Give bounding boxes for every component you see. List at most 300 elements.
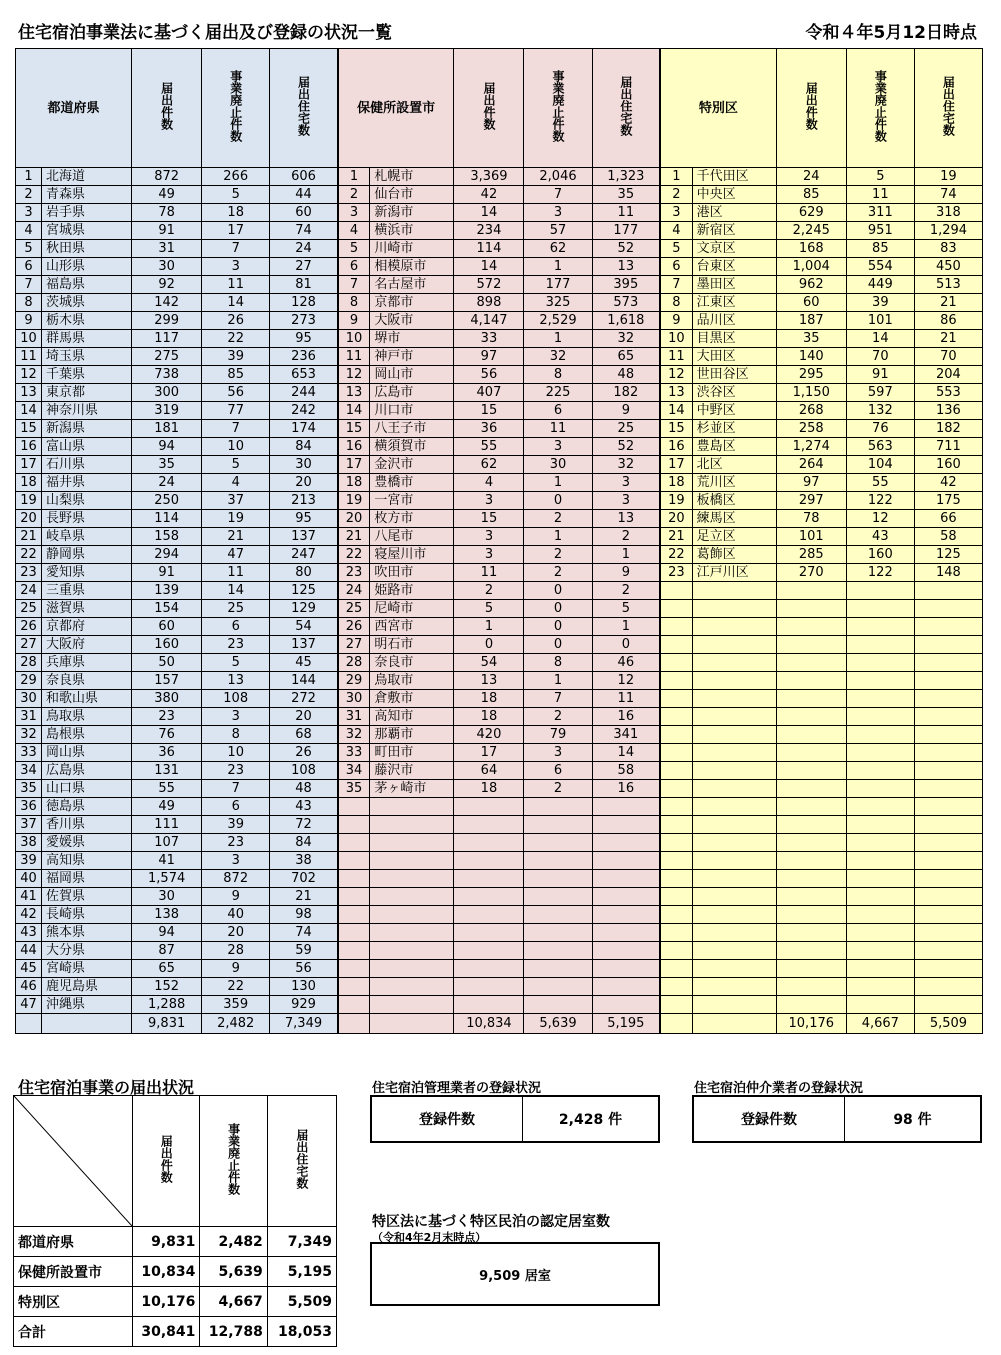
pref-name: 長野県 [42,510,132,528]
pref-closed: 10 [202,438,270,456]
city-name: 倉敷市 [370,690,454,708]
ward-houses: 66 [914,510,982,528]
city-name: 京都市 [370,294,454,312]
pref-name: 神奈川県 [42,402,132,420]
pref-count: 275 [132,348,202,366]
city-index: 1 [338,168,370,186]
city-closed: 32 [524,348,592,366]
ward-empty-cell [692,582,776,600]
ward-name: 北区 [692,456,776,474]
ward-name: 世田谷区 [692,366,776,384]
pref-count: 114 [132,510,202,528]
ward-empty-cell [776,816,846,834]
city-empty-cell [338,798,370,816]
ward-houses: 136 [914,402,982,420]
ward-empty-cell [914,852,982,870]
pref-index: 13 [16,384,42,402]
ward-count: 140 [776,348,846,366]
pref-index: 39 [16,852,42,870]
pref-index: 47 [16,996,42,1014]
pref-closed: 18 [202,204,270,222]
ward-empty-cell [660,942,692,960]
ward-name: 江東区 [692,294,776,312]
pref-houses: 60 [270,204,338,222]
city-name: 八尾市 [370,528,454,546]
table-row [16,600,983,618]
ward-empty-cell [914,780,982,798]
ward-empty-cell [776,726,846,744]
pref-name: 大分県 [42,942,132,960]
pref-houses: 236 [270,348,338,366]
city-empty-cell [454,834,524,852]
ward-index: 23 [660,564,692,582]
city-empty-cell [592,888,660,906]
city-empty-cell [592,816,660,834]
table-row [16,168,983,186]
pref-count: 24 [132,474,202,492]
pref-houses: 80 [270,564,338,582]
city-empty-cell [338,942,370,960]
pref-houses: 272 [270,690,338,708]
pref-closed: 7 [202,420,270,438]
pref-index: 15 [16,420,42,438]
table-row [16,510,983,528]
summary-header-closed: 事業廃止件数 [226,1123,241,1195]
ward-empty-cell [660,690,692,708]
ward-empty-cell [692,834,776,852]
city-empty-cell [524,888,592,906]
city-empty-cell [524,906,592,924]
city-count: 234 [454,222,524,240]
pref-houses: 74 [270,924,338,942]
pref-count: 49 [132,186,202,204]
pref-count: 94 [132,438,202,456]
city-houses: 25 [592,420,660,438]
pref-index: 27 [16,636,42,654]
ward-houses: 318 [914,204,982,222]
city-houses: 182 [592,384,660,402]
city-index: 27 [338,636,370,654]
ward-empty-cell [660,744,692,762]
pref-closed: 22 [202,330,270,348]
city-houses: 13 [592,510,660,528]
ward-empty-cell [692,906,776,924]
pref-houses: 95 [270,510,338,528]
city-count: 15 [454,510,524,528]
ward-empty-cell [692,924,776,942]
ward-houses: 160 [914,456,982,474]
pref-index: 16 [16,438,42,456]
manager-value: 2,428 件 [558,1112,623,1128]
pref-index: 6 [16,258,42,276]
city-count: 3,369 [454,168,524,186]
city-closed: 2 [524,546,592,564]
city-index: 7 [338,276,370,294]
table-row [16,420,983,438]
city-empty-cell [524,834,592,852]
pref-name: 埼玉県 [42,348,132,366]
pref-count: 181 [132,420,202,438]
city-closed: 0 [524,600,592,618]
city-closed: 11 [524,420,592,438]
city-empty-cell [370,924,454,942]
city-closed: 1 [524,330,592,348]
pref-closed: 3 [202,708,270,726]
ward-empty-cell [776,960,846,978]
pref-count: 294 [132,546,202,564]
header-ward-closed: 事業廃止件数 [873,70,888,142]
pref-count: 50 [132,654,202,672]
pref-closed: 23 [202,762,270,780]
ward-houses: 148 [914,564,982,582]
summary-row-label: 都道府県 [14,1227,133,1257]
header-city-houses: 届出住宅数 [618,76,633,136]
ward-closed: 311 [846,204,914,222]
ward-name: 葛飾区 [692,546,776,564]
table-row [16,852,983,870]
pref-closed: 872 [202,870,270,888]
city-empty-cell [454,924,524,942]
ward-empty-cell [692,762,776,780]
city-name: 札幌市 [370,168,454,186]
pref-count: 87 [132,942,202,960]
city-closed: 6 [524,762,592,780]
ward-index: 21 [660,528,692,546]
city-name: 川崎市 [370,240,454,258]
ward-count: 2,245 [776,222,846,240]
city-empty-cell [454,888,524,906]
city-name: 広島市 [370,384,454,402]
totals-row [16,1014,983,1034]
city-index: 28 [338,654,370,672]
ward-empty-cell [776,924,846,942]
table-row [16,546,983,564]
ward-closed: 76 [846,420,914,438]
pref-index: 20 [16,510,42,528]
city-count: 17 [454,744,524,762]
pref-name: 愛媛県 [42,834,132,852]
pref-name: 佐賀県 [42,888,132,906]
pref-index: 41 [16,888,42,906]
pref-index: 42 [16,906,42,924]
table-row [16,222,983,240]
ward-count: 962 [776,276,846,294]
city-houses: 177 [592,222,660,240]
city-count: 15 [454,402,524,420]
pref-closed: 6 [202,618,270,636]
ward-name: 江戸川区 [692,564,776,582]
ward-name: 豊島区 [692,438,776,456]
pref-index: 10 [16,330,42,348]
pref-count: 30 [132,258,202,276]
ward-name: 大田区 [692,348,776,366]
city-index: 5 [338,240,370,258]
ward-empty-cell [914,726,982,744]
table-row [16,492,983,510]
city-empty-cell [454,870,524,888]
pref-name: 広島県 [42,762,132,780]
pref-count: 131 [132,762,202,780]
pref-name: 滋賀県 [42,600,132,618]
city-closed: 62 [524,240,592,258]
pref-index: 32 [16,726,42,744]
ward-houses: 125 [914,546,982,564]
summary-city-row [14,1257,337,1287]
city-name: 藤沢市 [370,762,454,780]
table-row [16,960,983,978]
ward-empty-cell [692,852,776,870]
ward-empty-cell [846,888,914,906]
pref-houses: 98 [270,906,338,924]
summary-houses: 7,349 [267,1227,336,1257]
pref-name: 沖縄県 [42,996,132,1014]
city-index: 34 [338,762,370,780]
pref-name: 山梨県 [42,492,132,510]
summary-closed: 4,667 [200,1287,267,1317]
city-houses: 5 [592,600,660,618]
pref-name: 千葉県 [42,366,132,384]
ward-index: 15 [660,420,692,438]
pref-closed: 359 [202,996,270,1014]
pref-name: 静岡県 [42,546,132,564]
city-empty-cell [524,996,592,1014]
city-count: 407 [454,384,524,402]
ward-empty-cell [660,636,692,654]
city-closed: 2 [524,510,592,528]
table-row [16,654,983,672]
pref-closed: 108 [202,690,270,708]
broker-box [692,1095,982,1143]
pref-closed: 7 [202,240,270,258]
ward-empty-cell [776,870,846,888]
pref-count: 299 [132,312,202,330]
ward-empty-cell [776,618,846,636]
ward-empty-cell [692,870,776,888]
pref-name: 茨城県 [42,294,132,312]
city-count: 18 [454,780,524,798]
ward-index: 18 [660,474,692,492]
city-count: 42 [454,186,524,204]
city-name: 八王子市 [370,420,454,438]
ward-empty-cell [914,978,982,996]
pref-index: 40 [16,870,42,888]
pref-closed: 11 [202,564,270,582]
city-houses: 395 [592,276,660,294]
city-houses: 1 [592,546,660,564]
ward-empty-cell [692,996,776,1014]
ward-count: 1,004 [776,258,846,276]
pref-count: 738 [132,366,202,384]
table-row [16,942,983,960]
pref-count: 91 [132,564,202,582]
pref-name: 宮城県 [42,222,132,240]
ward-index: 12 [660,366,692,384]
summary-header-houses: 届出住宅数 [294,1129,309,1189]
ward-count: 101 [776,528,846,546]
city-empty-cell [592,960,660,978]
ward-empty-cell [846,600,914,618]
ward-total-blank [660,1014,692,1034]
pref-name: 愛知県 [42,564,132,582]
ward-empty-cell [914,924,982,942]
pref-index: 46 [16,978,42,996]
city-index: 24 [338,582,370,600]
pref-closed: 5 [202,456,270,474]
city-houses: 9 [592,402,660,420]
ward-empty-cell [692,780,776,798]
ward-total-closed: 4,667 [846,1014,914,1034]
ward-index: 9 [660,312,692,330]
ward-empty-cell [692,978,776,996]
city-houses: 3 [592,492,660,510]
city-name: 大阪市 [370,312,454,330]
table-row [16,582,983,600]
pref-index: 9 [16,312,42,330]
ward-empty-cell [776,636,846,654]
pref-count: 319 [132,402,202,420]
pref-index: 19 [16,492,42,510]
ward-houses: 83 [914,240,982,258]
city-houses: 52 [592,438,660,456]
pref-closed: 17 [202,222,270,240]
ward-houses: 513 [914,276,982,294]
ward-closed: 70 [846,348,914,366]
city-index: 2 [338,186,370,204]
pref-closed: 6 [202,798,270,816]
city-index: 19 [338,492,370,510]
pref-closed: 266 [202,168,270,186]
ward-houses: 74 [914,186,982,204]
city-name: 西宮市 [370,618,454,636]
pref-index: 17 [16,456,42,474]
ward-empty-cell [846,870,914,888]
city-empty-cell [524,870,592,888]
city-name: 神戸市 [370,348,454,366]
city-empty-cell [454,852,524,870]
city-empty-cell [370,888,454,906]
pref-name: 青森県 [42,186,132,204]
city-name: 姫路市 [370,582,454,600]
pref-index: 30 [16,690,42,708]
city-closed: 177 [524,276,592,294]
pref-name: 鳥取県 [42,708,132,726]
city-empty-cell [338,852,370,870]
pref-houses: 144 [270,672,338,690]
pref-name: 高知県 [42,852,132,870]
city-empty-cell [592,834,660,852]
ward-count: 168 [776,240,846,258]
ward-index: 2 [660,186,692,204]
pref-count: 158 [132,528,202,546]
ward-houses: 711 [914,438,982,456]
city-closed: 1 [524,672,592,690]
pref-houses: 43 [270,798,338,816]
city-empty-cell [592,978,660,996]
ward-count: 295 [776,366,846,384]
manager-title: 住宅宿泊管理業者の登録状況 [372,1081,542,1096]
city-empty-cell [370,798,454,816]
ward-empty-cell [846,654,914,672]
city-index: 32 [338,726,370,744]
city-empty-cell [338,816,370,834]
pref-houses: 59 [270,942,338,960]
pref-closed: 23 [202,834,270,852]
pref-count: 30 [132,888,202,906]
city-closed: 0 [524,618,592,636]
pref-closed: 23 [202,636,270,654]
pref-index: 14 [16,402,42,420]
ward-count: 1,150 [776,384,846,402]
city-count: 0 [454,636,524,654]
ward-empty-cell [660,870,692,888]
pref-total-closed: 2,482 [202,1014,270,1034]
city-name: 明石市 [370,636,454,654]
pref-houses: 929 [270,996,338,1014]
tokku-title: 特区法に基づく特区民泊の認定居室数 [372,1214,610,1230]
city-closed: 1 [524,528,592,546]
city-name: 川口市 [370,402,454,420]
pref-closed: 3 [202,258,270,276]
page-title: 住宅宿泊事業法に基づく届出及び登録の状況一覧 [18,23,392,43]
ward-closed: 122 [846,564,914,582]
ward-empty-cell [914,762,982,780]
pref-count: 300 [132,384,202,402]
table-row [16,294,983,312]
ward-empty-cell [660,996,692,1014]
city-index: 14 [338,402,370,420]
ward-empty-cell [692,690,776,708]
pref-houses: 44 [270,186,338,204]
ward-count: 264 [776,456,846,474]
pref-houses: 56 [270,960,338,978]
summary-houses: 5,509 [267,1287,336,1317]
ward-closed: 11 [846,186,914,204]
city-count: 62 [454,456,524,474]
pref-closed: 7 [202,780,270,798]
city-name: 尼崎市 [370,600,454,618]
table-row [16,402,983,420]
pref-name: 岡山県 [42,744,132,762]
ward-empty-cell [914,906,982,924]
pref-count: 157 [132,672,202,690]
city-empty-cell [454,816,524,834]
table-row [16,528,983,546]
city-houses: 12 [592,672,660,690]
ward-houses: 19 [914,168,982,186]
pref-count: 91 [132,222,202,240]
header-pref-count: 届出件数 [159,82,174,130]
city-empty-cell [524,798,592,816]
pref-index: 22 [16,546,42,564]
city-index: 16 [338,438,370,456]
ward-name: 港区 [692,204,776,222]
ward-closed: 160 [846,546,914,564]
table-row [16,906,983,924]
pref-index: 1 [16,168,42,186]
pref-count: 154 [132,600,202,618]
pref-houses: 130 [270,978,338,996]
ward-index: 6 [660,258,692,276]
summary-row-label: 合計 [14,1317,133,1347]
pref-houses: 74 [270,222,338,240]
city-name: 横浜市 [370,222,454,240]
ward-empty-cell [776,672,846,690]
city-index: 4 [338,222,370,240]
ward-empty-cell [846,618,914,636]
city-empty-cell [524,942,592,960]
city-houses: 2 [592,528,660,546]
table-row [16,978,983,996]
